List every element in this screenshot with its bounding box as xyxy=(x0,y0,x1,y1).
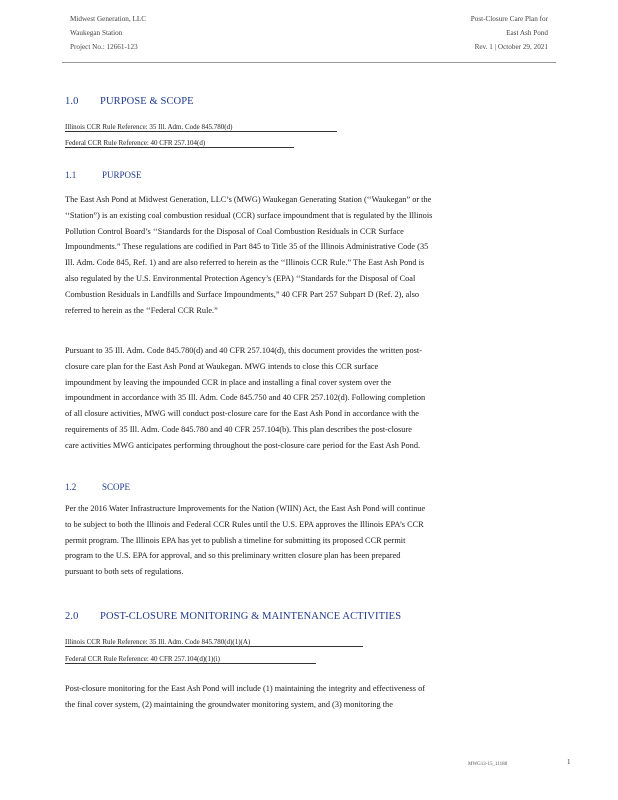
paragraph-line: Ill. Adm. Code 845, Ref. 1) and are also referred to herein as the ‘‘Illinois CCR Rule.” The East Ash Pond is xyxy=(65,258,425,268)
paragraph-line: Impoundments.” These regulations are codified in Part 845 to Title 35 of the Illinois Administrative Code (35 xyxy=(65,242,429,252)
paragraph-line: Post-closure monitoring for the East Ash Pond will include (1) maintaining the integrity and effectiveness of xyxy=(65,684,425,693)
section-1-ref-federal-text: Federal CCR Rule Reference: 40 CFR 257.104(d) xyxy=(65,139,206,147)
footer-document-id: MWG13-15_11188 xyxy=(468,762,508,767)
section-2-paragraph xyxy=(65,681,565,713)
header-doc-subject: East Ash Pond xyxy=(506,29,548,37)
paragraph-line: program to the U.S. EPA for approval, and so this preliminary written closure plan has been prepared xyxy=(65,551,401,561)
header-revision: Rev. 1 | October 29, 2021 xyxy=(474,43,548,51)
header-doc-title: Post-Closure Care Plan for xyxy=(470,15,548,23)
page-number: 1 xyxy=(567,758,571,766)
subsection-1-2-title: SCOPE xyxy=(102,482,131,492)
section-2-title: POST-CLOSURE MONITORING & MAINTENANCE ACTIVITIES xyxy=(100,611,402,622)
purpose-paragraph-2 xyxy=(65,343,565,454)
paragraph-line: pursuant to both sets of regulations. xyxy=(65,567,184,577)
header-left xyxy=(70,12,146,54)
paragraph-line: to be subject to both the Illinois and Federal CCR Rules until the U.S. EPA approves the Illinois EPA’s CCR xyxy=(65,519,424,529)
ref-underline xyxy=(65,131,337,132)
paragraph-line: Combustion Residuals in Landfills and Surface Impoundments,” 40 CFR Part 257 Subpart D (Ref. 2), also xyxy=(65,289,419,299)
section-2-heading xyxy=(65,611,401,622)
paragraph-line: Pursuant to 35 Ill. Adm. Code 845.780(d) and 40 CFR 257.104(d), this document provides the written post- xyxy=(65,346,422,355)
header-company: Midwest Generation, LLC xyxy=(70,15,147,23)
section-1-number: 1.0 xyxy=(65,96,79,107)
scope-paragraph xyxy=(65,501,565,580)
paragraph-line: impoundment in accordance with 35 Ill. Adm. Code 845.750 and 40 CFR 257.102(d). Following completion xyxy=(65,393,426,403)
paragraph-line: The East Ash Pond at Midwest Generation, LLC’s (MWG) Waukegan Generating Station (‘‘Waukegan” or the xyxy=(65,195,432,204)
section-1-title: PURPOSE & SCOPE xyxy=(100,96,194,107)
section-1-ref-illinois xyxy=(65,123,339,131)
paragraph-line: Pollution Control Board’s ‘‘Standards for the Disposal of Coal Combustion Residuals in CCR Surface xyxy=(65,226,404,236)
subsection-1-1-number: 1.1 xyxy=(65,170,77,180)
header-divider xyxy=(62,62,556,63)
paragraph-line: closure care plan for the East Ash Pond at Waukegan. MWG intends to close this CCR surface xyxy=(65,361,379,371)
section-2-ref-federal-text: Federal CCR Rule Reference: 40 CFR 257.104(d)(1)(i) xyxy=(65,655,220,663)
section-2-ref-illinois-text: Illinois CCR Rule Reference: 35 Ill. Adm. Code 845.780(d)(1)(A) xyxy=(65,638,251,646)
header-project: Project No.: 12661-123 xyxy=(70,43,138,51)
paragraph-line: ‘‘Station”) is an existing coal combustion residual (CCR) surface impoundment that is regulated by the Illinois xyxy=(65,210,433,220)
subsection-1-1-title: PURPOSE xyxy=(102,170,142,180)
paragraph-line: the final cover system, (2) maintaining the groundwater monitoring system, and (3) monitoring the xyxy=(65,699,393,709)
section-2-ref-illinois xyxy=(65,638,365,646)
subsection-1-2-heading xyxy=(65,482,130,492)
ref-underline xyxy=(65,646,363,647)
ref-underline xyxy=(65,663,316,664)
paragraph-line: referred to herein as the ‘‘Federal CCR Rule.” xyxy=(65,305,218,315)
paragraph-line: permit program. The Illinois EPA has yet to publish a timeline for submitting its proposed CCR permit xyxy=(65,535,406,545)
section-1-heading xyxy=(65,96,194,107)
section-1-ref-federal xyxy=(65,139,296,147)
subsection-1-1-heading xyxy=(65,170,142,180)
paragraph-line: Per the 2016 Water Infrastructure Improvements for the Nation (WIIN) Act, the East Ash Pond will continue xyxy=(65,504,426,513)
subsection-1-2-number: 1.2 xyxy=(65,482,77,492)
header-station: Waukegan Station xyxy=(70,29,123,37)
paragraph-line: of all closure activities, MWG will conduct post-closure care for the East Ash Pond in accordance with the xyxy=(65,409,419,419)
header-right xyxy=(471,12,548,54)
paragraph-line: care activities MWG anticipates performing throughout the post-closure care period for the East Ash Pond. xyxy=(65,440,421,450)
paragraph-line: also regulated by the U.S. Environmental Protection Agency’s (EPA) ‘‘Standards for the Disposal of Coal xyxy=(65,273,416,283)
section-2-number: 2.0 xyxy=(65,611,79,622)
purpose-paragraph-1 xyxy=(65,192,565,318)
section-2-ref-federal xyxy=(65,655,318,663)
paragraph-line: impoundment by leaving the impounded CCR in place and installing a final cover system over the xyxy=(65,377,392,387)
ref-underline xyxy=(65,147,294,148)
section-1-ref-illinois-text: Illinois CCR Rule Reference: 35 Ill. Adm. Code 845.780(d) xyxy=(65,123,233,131)
paragraph-line: requirements of 35 Ill. Adm. Code 845.780 and 40 CFR 257.104(b). This plan describes the post-closure xyxy=(65,424,412,434)
